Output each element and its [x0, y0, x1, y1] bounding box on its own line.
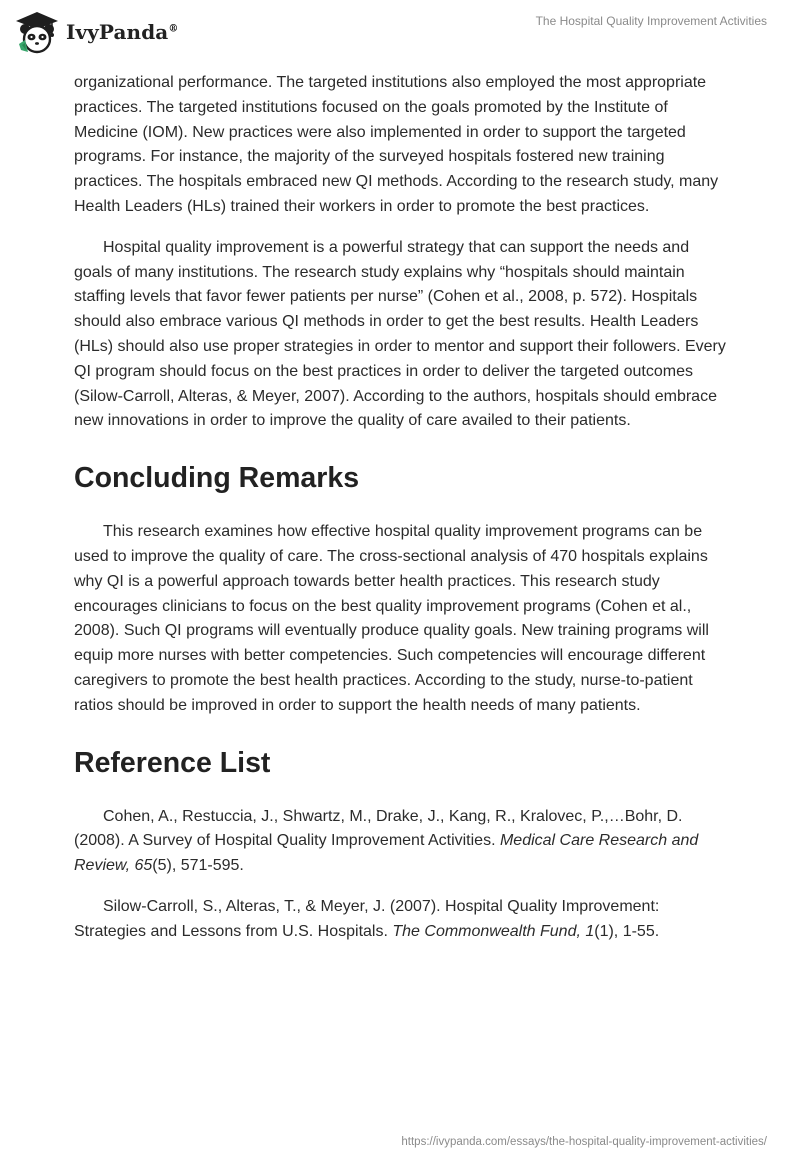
section-heading-references: Reference List: [74, 746, 271, 779]
panda-graduate-icon: [14, 10, 60, 54]
paragraph-continued: organizational performance. The targeted institutions also employed the most appropriate practices. The targeted institutions focused on the goals promoted by the Institute of Medicine (IOM). New practices were also implemented in order to support the targeted programs. For instance, the majority of the surveyed hospitals fostered new training practices. The hospitals embraced new QI methods. According to the research study, many Health Leaders (HLs) trained their workers in order to promote the best practices.: [74, 74, 719, 215]
page-url[interactable]: https://ivypanda.com/essays/the-hospital-quality-improvement-activities/: [401, 1136, 767, 1148]
document-title: The Hospital Quality Improvement Activities: [535, 14, 767, 28]
paragraph: Hospital quality improvement is a powerful strategy that can support the needs and goals of many institutions. The research study explains why “hospitals should maintain staffing levels that favor fewer patients per nurse” (Cohen et al., 2008, p. 572). Hospitals should also embrace various QI methods in order to get the best results. Health Leaders (HLs) should also use proper strategies in order to mentor and support their followers. Every QI program should focus on the best practices in order to deliver the targeted outcomes (Silow-Carroll, Alteras, & Meyer, 2007). According to the authors, hospitals should embrace new innovations in order to improve the quality of care availed to their patients.: [74, 238, 726, 430]
essay-body: [74, 71, 726, 961]
ivypanda-logo[interactable]: [14, 10, 178, 54]
page-header: [0, 0, 800, 56]
reference-entry: Silow-Carroll, S., Alteras, T., & Meyer, J. (2007). Hospital Quality Improvement: Strategies and Lessons from U.S. Hospitals. The Commonwealth Fund, 1(1), 1-55.: [74, 897, 660, 940]
brand-name: IvyPanda®: [66, 20, 179, 44]
reference-entry: Cohen, A., Restuccia, J., Shwartz, M., Drake, J., Kang, R., Kralovec, P.,…Bohr, D. (2008). A Survey of Hospital Quality Improvement Activities. Medical Care Research and Review, 65(5), 571-595.: [74, 807, 699, 875]
paragraph: This research examines how effective hospital quality improvement programs can be used to improve the quality of care. The cross-sectional analysis of 470 hospitals explains why QI is a powerful approach towards better health practices. This research study encourages clinicians to focus on the best quality improvement programs (Cohen et al., 2008). Such QI programs will eventually produce quality goals. New training programs will equip more nurses with better competencies. Such competencies will encourage different caregivers to promote the best health practices. According to the study, nurse-to-patient ratios should be improved in order to support the health needs of many patients.: [74, 523, 709, 714]
section-heading-conclusion: Concluding Remarks: [74, 462, 360, 495]
